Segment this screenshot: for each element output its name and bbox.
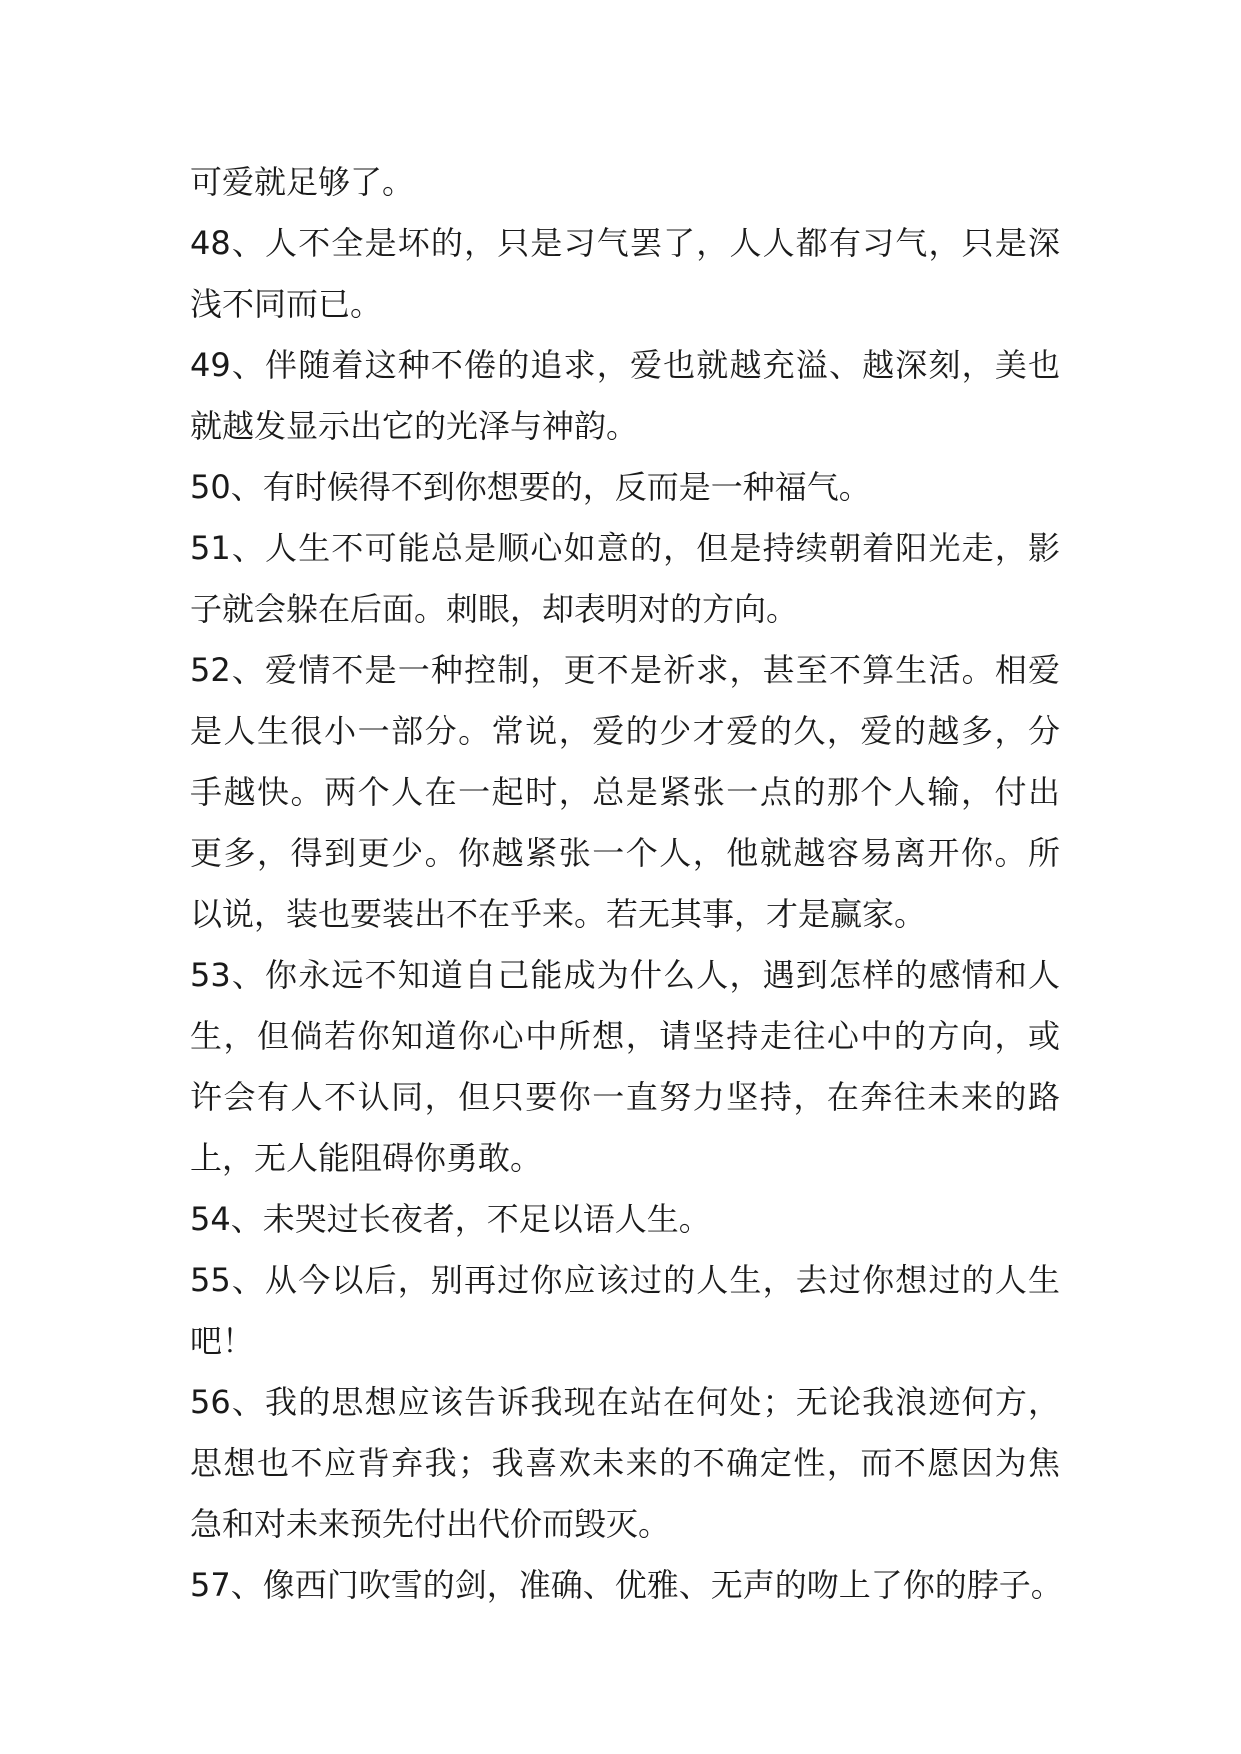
text-line: 49、伴随着这种不倦的追求，爱也就越充溢、越深刻，美也 <box>190 346 1060 384</box>
document-body <box>190 152 1063 1616</box>
text-line: 吧！ <box>190 1322 255 1360</box>
text-line: 就越发显示出它的光泽与神韵。 <box>190 407 639 445</box>
text-line: 51、人生不可能总是顺心如意的，但是持续朝着阳光走，影 <box>190 529 1060 567</box>
text-line: 浅不同而已。 <box>190 285 383 323</box>
text-line: 许会有人不认同，但只要你一直努力坚持，在奔往未来的路 <box>190 1078 1060 1116</box>
text-line: 是人生很小一部分。常说，爱的少才爱的久，爱的越多，分 <box>190 712 1060 750</box>
text-line: 上，无人能阻碍你勇敢。 <box>190 1139 543 1177</box>
text-line: 急和对未来预先付出代价而毁灭。 <box>190 1505 671 1543</box>
text-line: 可爱就足够了。 <box>190 163 415 201</box>
text-line: 57、像西门吹雪的剑，准确、优雅、无声的吻上了你的脖子。 <box>190 1566 1063 1604</box>
text-line: 子就会躲在后面。刺眼，却表明对的方向。 <box>190 590 799 628</box>
text-line: 手越快。两个人在一起时，总是紧张一点的那个人输，付出 <box>190 773 1060 811</box>
text-line: 56、我的思想应该告诉我现在站在何处；无论我浪迹何方， <box>190 1383 1060 1421</box>
text-line: 生，但倘若你知道你心中所想，请坚持走往心中的方向，或 <box>190 1017 1060 1055</box>
text-line: 48、人不全是坏的，只是习气罢了，人人都有习气，只是深 <box>190 224 1060 262</box>
text-line: 思想也不应背弃我；我喜欢未来的不确定性，而不愿因为焦 <box>190 1444 1060 1482</box>
text-line: 50、有时候得不到你想要的，反而是一种福气。 <box>190 468 871 506</box>
text-line: 55、从今以后，别再过你应该过的人生，去过你想过的人生 <box>190 1261 1060 1299</box>
text-line: 52、爱情不是一种控制，更不是祈求，甚至不算生活。相爱 <box>190 651 1060 689</box>
text-line: 53、你永远不知道自己能成为什么人，遇到怎样的感情和人 <box>190 956 1060 994</box>
text-line: 更多，得到更少。你越紧张一个人，他就越容易离开你。所 <box>190 834 1060 872</box>
text-line: 以说，装也要装出不在乎来。若无其事，才是赢家。 <box>190 895 927 933</box>
text-line: 54、未哭过长夜者，不足以语人生。 <box>190 1200 711 1238</box>
